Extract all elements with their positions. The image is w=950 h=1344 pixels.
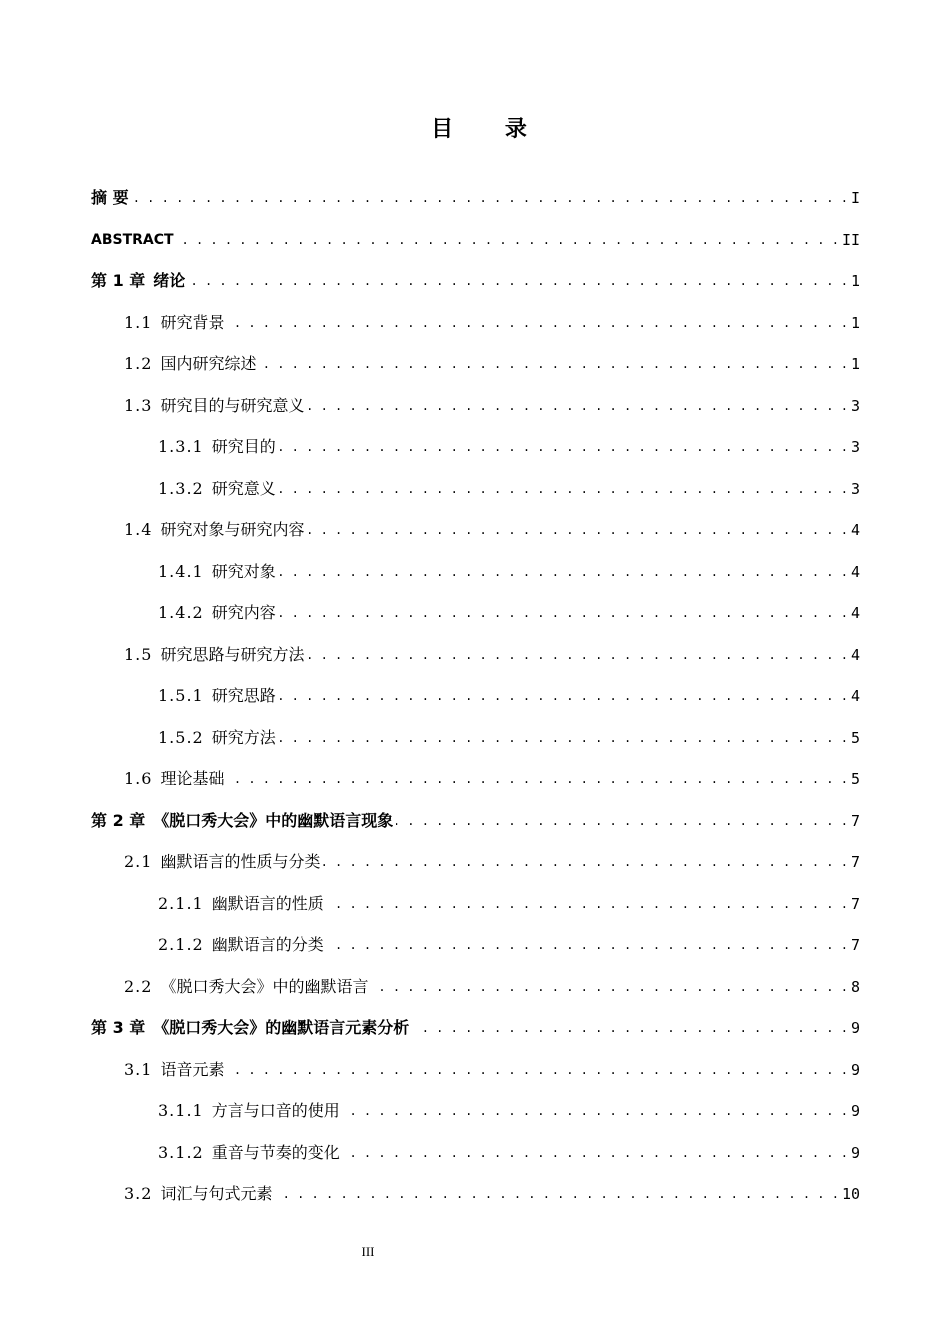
toc-entry-number: 2.1 [124,852,153,871]
toc-entry-number: 第 3 章 [91,1018,146,1037]
toc-dot-leader [279,686,848,706]
toc-entry-page-number: II [841,230,860,249]
toc-dot-leader [227,769,848,789]
toc-entry-label: 研究目的 [211,437,276,456]
toc-entry[interactable] [158,1095,860,1121]
toc-dot-leader [323,852,848,872]
toc-entry-number: 第 2 章 [91,810,146,830]
toc-entry-label: 研究目的与研究意义 [160,395,305,415]
toc-entry-number: 1.4.1 [158,561,204,581]
toc-entry-number: 1.2 [124,354,153,373]
toc-entry[interactable] [124,1054,860,1080]
toc-entry-page-number: 7 [850,936,860,954]
toc-entry-number: 2.2 [124,976,153,996]
toc-entry-number: 2.1.1 [158,893,204,913]
toc-entry[interactable] [158,888,860,914]
toc-entry-page-number: 9 [850,1019,860,1037]
toc-dot-leader [279,562,848,582]
toc-entry-page-number: 9 [850,1102,860,1120]
toc-entry-page-number: 7 [850,811,860,830]
toc-entry-label: 理论基础 [160,769,225,788]
toc-entry-number: 1.5.2 [158,727,204,747]
toc-entry-label: 重音与节奏的变化 [211,1142,340,1162]
toc-entry-page-number: 7 [850,894,860,913]
toc-dot-leader [279,603,848,623]
toc-entry-number: 3.1.2 [158,1142,204,1162]
toc-entry-label: ABSTRACT [91,231,174,248]
toc-entry-number: 1.3.1 [158,437,204,456]
toc-entry[interactable] [91,265,860,291]
toc-entry-label: 语音元素 [160,1059,225,1079]
toc-dot-leader [412,1018,848,1038]
toc-entry[interactable] [158,1137,860,1163]
toc-entry-label: 研究思路 [211,686,276,705]
toc-dot-leader [371,977,848,997]
toc-entry[interactable] [124,763,860,789]
toc-entry-page-number: 1 [850,313,860,332]
toc-dot-leader [227,313,848,333]
toc-entry[interactable] [158,722,860,748]
toc-entry-label: 国内研究综述 [160,354,257,373]
toc-dot-leader [275,1184,838,1204]
toc-dot-leader [227,1060,848,1080]
toc-entry-page-number: 4 [850,645,860,664]
toc-entry[interactable] [158,431,860,457]
toc-entry-page-number: 4 [850,604,860,622]
toc-entry[interactable] [124,1178,860,1204]
toc-entry-page-number: 9 [850,1060,860,1079]
toc-entry-number: 1.6 [124,769,153,788]
toc-entry[interactable] [124,846,860,872]
toc-entry-label: 幽默语言的性质 [211,893,324,913]
toc-dot-leader [279,437,848,457]
toc-entry[interactable] [158,473,860,499]
toc-entry-label: 幽默语言的性质与分类 [160,852,321,871]
toc-entry[interactable] [91,182,860,208]
toc-entry-page-number: 4 [850,687,860,705]
toc-entry[interactable] [158,597,860,623]
toc-dot-leader [327,935,848,955]
toc-entry-label: 研究对象与研究内容 [160,520,305,539]
toc-entry-label: 《脱口秀大会》的幽默语言元素分析 [153,1018,410,1037]
toc-entry-number: 1.5 [124,644,153,664]
toc-entry-number: 2.1.2 [158,935,204,954]
toc-dot-leader [279,728,848,748]
toc-entry[interactable] [91,805,860,831]
toc-entry-label: 词汇与句式元素 [160,1184,273,1203]
toc-dot-leader [307,520,848,540]
toc-entry-label: 研究背景 [160,312,225,332]
toc-entry-number: 3.1 [124,1059,153,1079]
toc-entry[interactable] [158,556,860,582]
toc-entry-number: 1.5.1 [158,686,204,705]
toc-entry-page-number: 1 [850,355,860,373]
toc-entry-label: 研究方法 [211,727,276,747]
toc-dot-leader [396,811,848,831]
toc-entry[interactable] [124,348,860,374]
toc-entry-label: 幽默语言的分类 [211,935,324,954]
toc-entry-label: 研究对象 [211,561,276,581]
toc-entry-label: 摘 要 [91,188,129,207]
toc-entry-label: 研究思路与研究方法 [160,644,305,664]
toc-entry-number: 1.1 [124,312,153,332]
toc-entry-number: 1.4.2 [158,603,204,622]
toc-dot-leader [327,894,848,914]
toc-entry[interactable] [158,680,860,706]
toc-entry-page-number: 3 [850,396,860,415]
toc-entry-page-number: 4 [850,521,860,539]
page-footer-number: III [361,1244,375,1259]
toc-entry-label: 绪论 [153,271,186,290]
toc-dot-leader [259,354,848,374]
toc-entry-number: 3.1.1 [158,1101,204,1120]
toc-entry[interactable] [124,971,860,997]
toc-entry[interactable] [158,929,860,955]
toc-entry-number: 第 1 章 [91,271,146,290]
toc-entry-page-number: 8 [850,977,860,996]
toc-entry-page-number: 5 [850,728,860,747]
toc-dot-leader [343,1143,848,1163]
toc-entry-label: 研究意义 [211,478,276,498]
toc-entry-label: 研究内容 [211,603,276,622]
toc-entry-page-number: 5 [850,770,860,788]
toc-entry-label: 方言与口音的使用 [211,1101,340,1120]
toc-dot-leader [307,645,848,665]
toc-dot-leader [177,230,839,250]
toc-entry-page-number: 3 [850,438,860,456]
toc-entry[interactable] [124,307,860,333]
toc-entry-number: 1.3 [124,395,153,415]
toc-entry-number: 1.3.2 [158,478,204,498]
toc-entry-page-number: 9 [850,1143,860,1162]
toc-entry[interactable] [124,390,860,416]
toc-dot-leader [132,188,848,208]
toc-dot-leader [343,1101,848,1121]
toc-entry[interactable] [124,514,860,540]
toc-entry-page-number: 4 [850,562,860,581]
toc-entry-page-number: I [850,189,860,207]
toc-dot-leader [188,271,848,291]
toc-entry-page-number: 7 [850,853,860,871]
toc-entry-number: 3.2 [124,1184,153,1203]
toc-entry[interactable] [91,224,860,250]
toc-entry-page-number: 1 [850,272,860,290]
toc-entry-page-number: 3 [850,479,860,498]
toc-dot-leader [279,479,848,499]
toc-dot-leader [307,396,848,416]
toc-entry-label: 《脱口秀大会》中的幽默语言现象 [153,810,394,830]
toc-entry[interactable] [91,1012,860,1038]
toc-entry[interactable] [124,639,860,665]
page-title: 目 录 [431,117,549,142]
toc-entry-page-number: 10 [841,1185,860,1203]
toc-entry-label: 《脱口秀大会》中的幽默语言 [160,976,369,996]
toc-entry-number: 1.4 [124,520,153,539]
